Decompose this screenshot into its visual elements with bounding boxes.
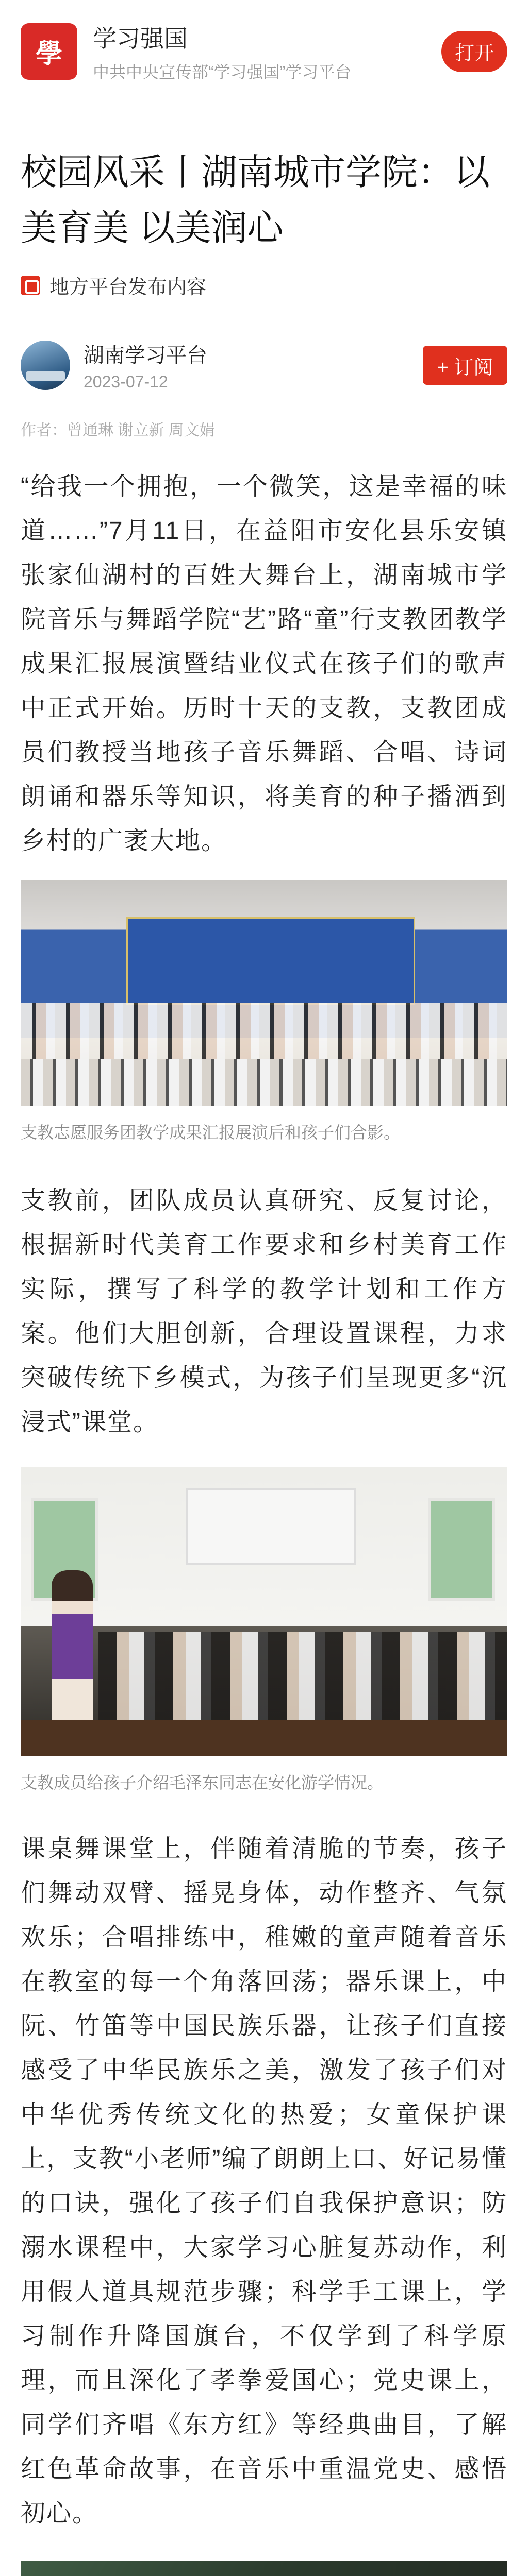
author-meta (84, 339, 423, 392)
publish-date: 2023-07-12 (84, 372, 168, 391)
paragraph-1: “给我一个拥抱，一个微笑，这是幸福的味道……”7月11日，在益阳市安化县乐安镇张家仙湖村的百姓大舞台上，湖南城市学院音乐与舞蹈学院“艺”路“童”行支教团教学成果汇报展演暨结业仪式在孩子们的歌声中正式开始。历时十天的支教，支教团成员们教授当地孩子音乐舞蹈、合唱、诗词朗诵和器乐等知识，将美育的种子播洒到乡村的广袤大地。 (21, 473, 507, 855)
xuexi-logo-icon: 學 (21, 23, 77, 80)
science-class-photo-image[interactable] (21, 2561, 507, 2576)
platform-tag[interactable] (21, 271, 507, 299)
app-meta (93, 20, 441, 83)
paragraph-2: 支教前，团队成员认真研究、反复讨论，根据新时代美育工作要求和乡村美育工作实际，撰写了科学的教学计划和工作方案。他们大胆创新，合理设置课程，力求突破传统下乡模式，为孩子们呈现更多“沉浸式”课堂。 (21, 1187, 507, 1436)
platform-label: 地方平台发布内容 (50, 277, 207, 298)
subscribe-button[interactable]: + 订阅 (423, 346, 507, 385)
group-photo-image[interactable] (21, 880, 507, 1106)
app-header (0, 0, 528, 103)
photo-banner (126, 917, 415, 1005)
byline: 作者：曾通琳 谢立新 周文娟 (21, 422, 215, 439)
article-title: 校园风采丨湖南城市学院：以美育美 以美润心 (21, 152, 490, 248)
caption-2: 支教成员给孩子介绍毛泽东同志在安化游学情况。 (21, 1773, 384, 1792)
classroom-photo-image[interactable] (21, 1467, 507, 1756)
photo-board (186, 1488, 356, 1565)
figure-1 (21, 880, 507, 1145)
photo-desks (21, 1720, 507, 1756)
author-row (0, 318, 528, 392)
photo-teacher (52, 1570, 93, 1725)
app-subtitle: 中共中央宣传部“学习强国”学习平台 (93, 62, 352, 81)
author-name[interactable]: 湖南学习平台 (84, 344, 207, 367)
open-app-button[interactable]: 打开 (441, 31, 507, 72)
platform-icon (21, 276, 40, 295)
figure-3 (21, 2561, 507, 2576)
app-name: 学习强国 (93, 25, 188, 52)
paragraph-3: 课桌舞课堂上，伴随着清脆的节奏，孩子们舞动双臂、摇晃身体，动作整齐、气氛欢乐；合唱排练中，稚嫩的童声随着音乐在教室的每一个角落回荡；器乐课上，中阮、竹笛等中国民族乐器，让孩子们直接感受了中华民族乐之美，激发了孩子们对中华优秀传统文化的热爱；女童保护课上，支教“小老师”编了朗朗上口、好记易懂的口诀，强化了孩子们自我保护意识；防溺水课程中，大家学习心脏复苏动作，利用假人道具规范步骤；科学手工课上，学习制作升降国旗台，不仅学到了科学原理，而且深化了孝拳爱国心；党史课上，同学们齐唱《东方红》等经典曲目，了解红色革命故事，在音乐中重温党史、感悟初心。 (21, 1835, 507, 2527)
photo-window (428, 1498, 495, 1601)
figure-2 (21, 1467, 507, 1795)
author-avatar[interactable] (21, 341, 70, 390)
caption-1: 支教志愿服务团教学成果汇报展演后和孩子们合影。 (21, 1123, 401, 1142)
photo-crowd-front (21, 1059, 507, 1106)
